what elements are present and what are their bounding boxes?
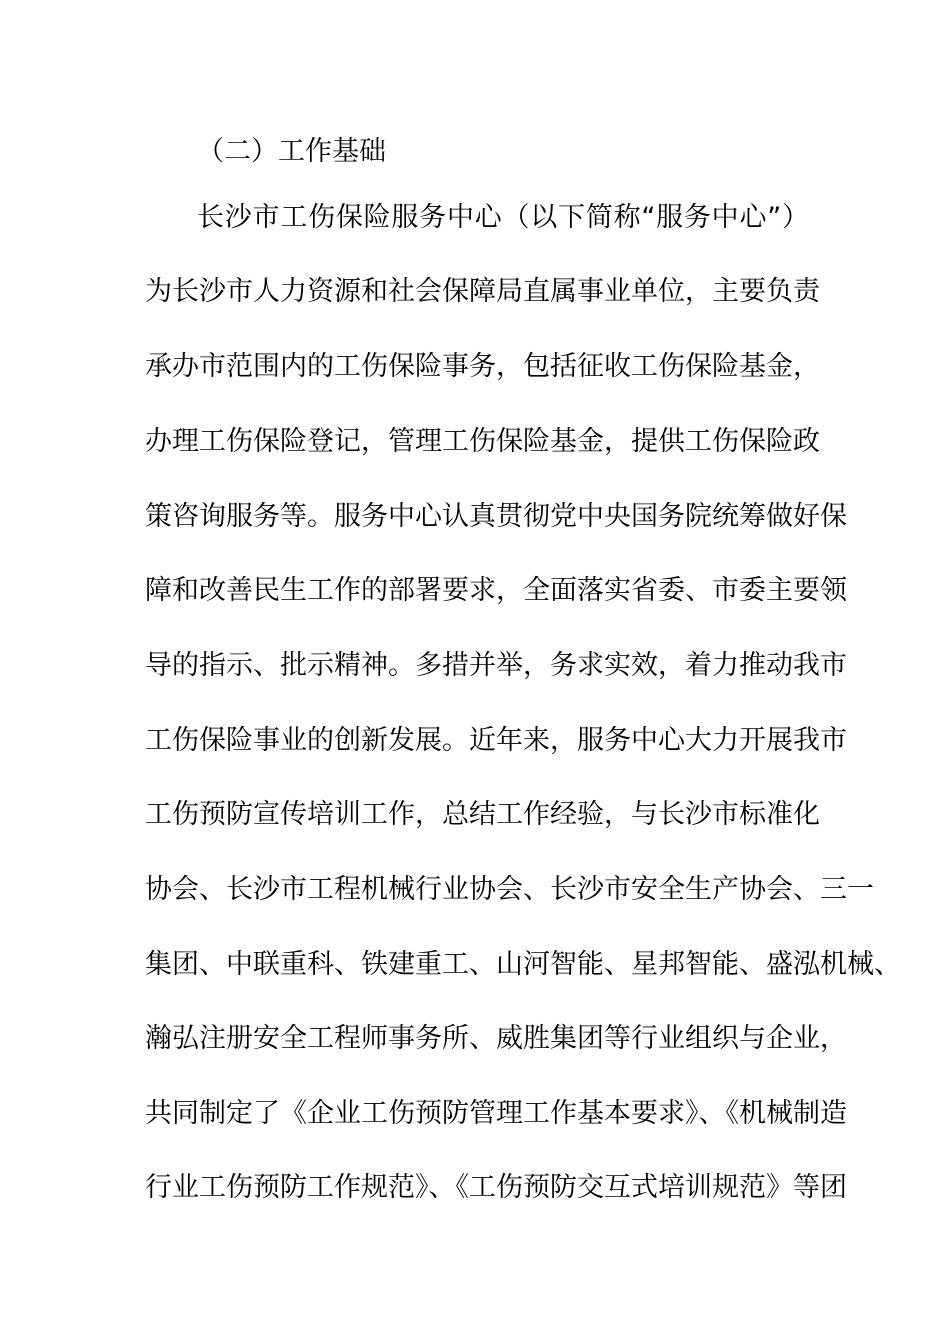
paragraph-line: 瀚弘注册安全工程师事务所、威胜集团等行业组织与企业，: [145, 1023, 847, 1054]
section-heading: （二）工作基础: [197, 136, 386, 167]
paragraph-line: 为长沙市人力资源和社会保障局直属事业单位，主要负责: [145, 276, 820, 307]
paragraph-line: 策咨询服务等。服务中心认真贯彻党中央国务院统筹做好保: [145, 501, 847, 532]
paragraph-line: 工伤预防宣传培训工作，总结工作经验，与长沙市标准化: [145, 799, 820, 830]
paragraph-line: 工伤保险事业的创新发展。近年来，服务中心大力开展我市: [145, 725, 847, 756]
paragraph-line: 办理工伤保险登记，管理工伤保险基金，提供工伤保险政: [145, 426, 820, 457]
paragraph-line: 共同制定了《企业工伤预防管理工作基本要求》、《机械制造: [145, 1098, 847, 1129]
paragraph-line: 集团、中联重科、铁建重工、山河智能、星邦智能、盛泓机械、: [145, 949, 901, 980]
paragraph-line: 行业工伤预防工作规范》、《工伤预防交互式培训规范》等团: [145, 1172, 847, 1203]
paragraph-line: 承办市范围内的工伤保险事务，包括征收工伤保险基金，: [145, 351, 820, 382]
paragraph-line: 协会、长沙市工程机械行业协会、长沙市安全生产协会、三一: [145, 874, 874, 905]
paragraph-line: 导的指示、批示精神。多措并举，务求实效，着力推动我市: [145, 650, 847, 681]
paragraph-line: 长沙市工伤保险服务中心（以下简称“服务中心”）: [197, 202, 809, 233]
paragraph-line: 障和改善民生工作的部署要求，全面落实省委、市委主要领: [145, 575, 847, 606]
